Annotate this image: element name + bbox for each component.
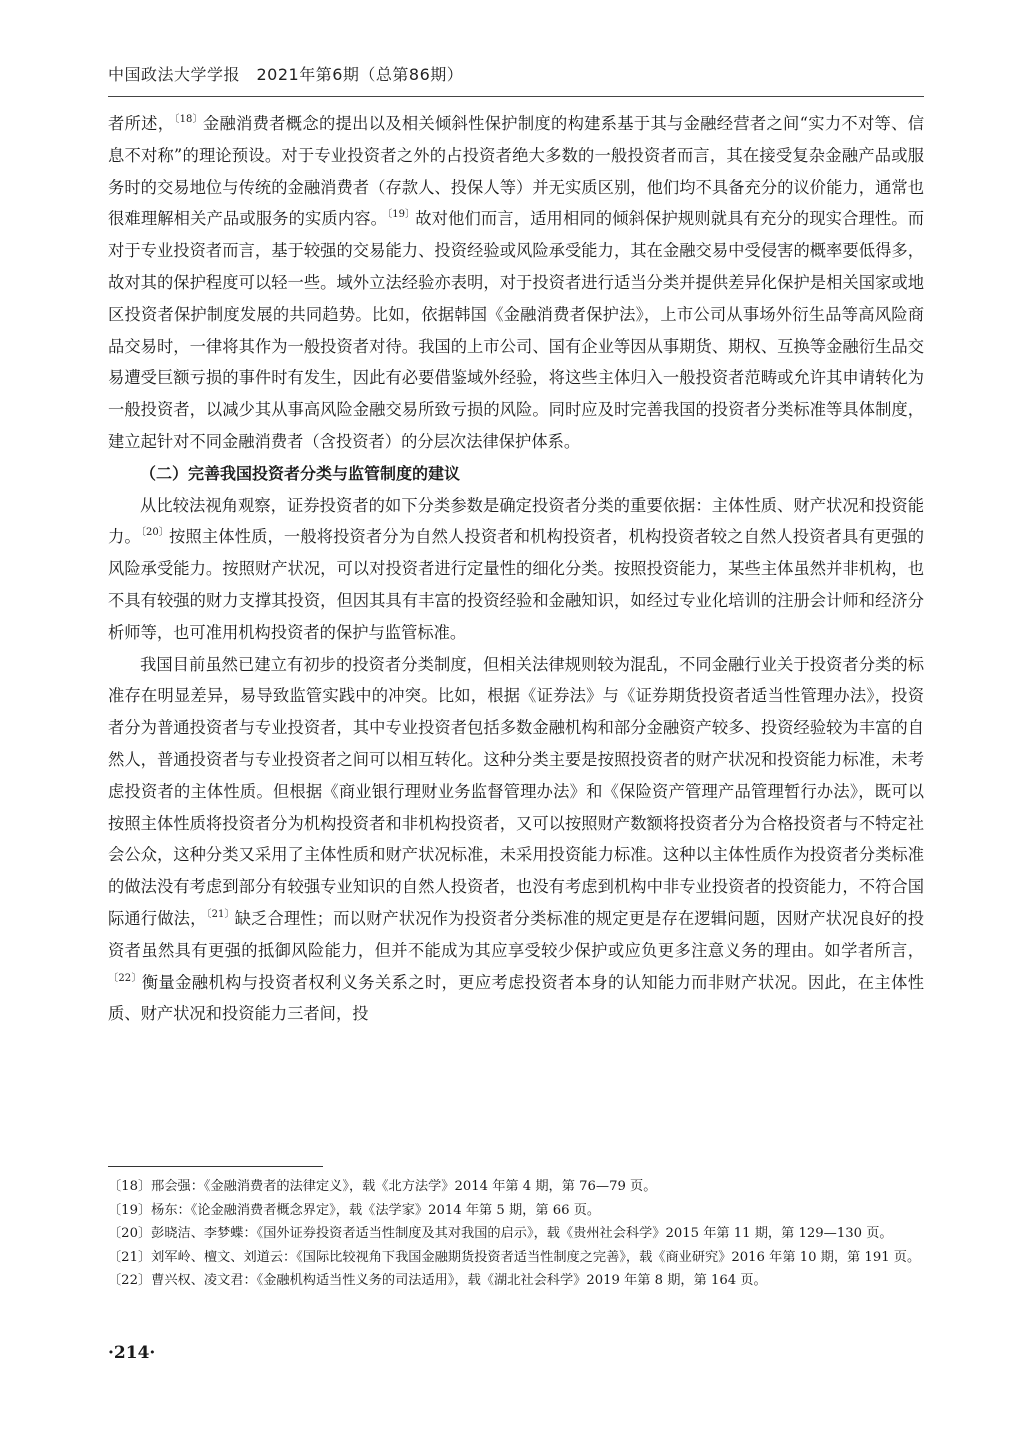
paragraph-2: [108, 490, 924, 649]
paragraph-text: 者所述，: [108, 114, 175, 133]
paragraph-text: 按照主体性质，一般将投资者分为自然人投资者和机构投资者，机构投资者较之自然人投资者具有更强的风险承受能力。按照财产状况，可以对投资者进行定量性的细化分类。按照投资能力，某些主体虽然并非机构，也不具有较强的财力支撑其投资，但因其具有丰富的投资经验和金融知识，如经过专业化培训的注册会计师和经济分析师等，也可准用机构投资者的保护与监管标准。: [108, 527, 924, 642]
paragraph-text: 故对他们而言，适用相同的倾斜保护规则就具有充分的现实合理性。而对于专业投资者而言，基于较强的交易能力、投资经验或风险承受能力，其在金融交易中受侵害的概率要低得多，故对其的保护程度可以轻一些。域外立法经验亦表明，对于投资者进行适当分类并提供差异化保护是相关国家或地区投资者保护制度发展的共同趋势。比如，依据韩国《金融消费者保护法》，上市公司从事场外衍生品等高风险商品交易时，一律将其作为一般投资者对待。我国的上市公司、国有企业等因从事期货、期权、互换等金融衍生品交易遭受巨额亏损的事件时有发生，因此有必要借鉴域外经验，将这些主体归入一般投资者范畴或允许其申请转化为一般投资者，以减少其从事高风险金融交易所致亏损的风险。同时应及时完善我国的投资者分类标准等具体制度，建立起针对不同金融消费者（含投资者）的分层次法律保护体系。: [108, 209, 924, 451]
footnote-ref-19[interactable]: 〔19〕: [387, 209, 416, 221]
footnote-18: 〔18〕邢会强：《金融消费者的法律定义》，载《北方法学》2014 年第 4 期，第 76—79 页。: [108, 1179, 657, 1194]
section-heading: （二）完善我国投资者分类与监管制度的建议: [140, 463, 461, 483]
footnote-19: 〔19〕杨东：《论金融消费者概念界定》，载《法学家》2014 年第 5 期，第 66 页。: [108, 1202, 601, 1218]
footnote-20: 〔20〕彭晓洁、李梦蝶：《国外证券投资者适当性制度及其对我国的启示》，载《贵州社会科学》2015 年第 11 期，第 129—130 页。: [108, 1226, 893, 1241]
footnotes: [108, 1175, 924, 1293]
footnote-ref-20[interactable]: 〔20〕: [140, 527, 169, 539]
body-text: [108, 108, 924, 1030]
paragraph-text: 从比较法视角观察，证券投资者的如下分类参数是确定投资者分类的重要依据：主体性质、财产状况和投资能力。: [108, 495, 924, 547]
page-number: ·214·: [108, 1343, 156, 1363]
paragraph-text: 衡量金融机构与投资者权利义务关系之时，更应考虑投资者本身的认知能力而非财产状况。因此，在主体性质、财产状况和投资能力三者间，投: [108, 972, 924, 1024]
footnote-ref-21[interactable]: 〔21〕: [206, 908, 235, 920]
footnote-rule: [108, 1166, 323, 1167]
paragraph-1: [108, 108, 924, 458]
paragraph-text: 缺乏合理性；而以财产状况作为投资者分类标准的规定更是存在逻辑问题，因财产状况良好的投资者虽然具有更强的抵御风险能力，但并不能成为其应享受较少保护或应负更多注意义务的理由。如学者所言，: [108, 908, 924, 960]
paragraph-3: [108, 649, 924, 1031]
footnote-ref-18[interactable]: 〔18〕: [174, 114, 203, 125]
paragraph-text: 我国目前虽然已建立有初步的投资者分类制度，但相关法律规则较为混乱，不同金融行业关于投资者分类的标准存在明显差异，易导致监管实践中的冲突。比如，根据《证券法》与《证券期货投资者适当性管理办法》，投资者分为普通投资者与专业投资者，其中专业投资者包括多数金融机构和部分金融资产较多、投资经验较为丰富的自然人，普通投资者与专业投资者之间可以相互转化。这种分类主要是按照投资者的财产状况和投资能力标准，未考虑投资者的主体性质。但根据《商业银行理财业务监督管理办法》和《保险资产管理产品管理暂行办法》，既可以按照主体性质将投资者分为机构投资者和非机构投资者，又可以按照财产数额将投资者分为合格投资者与不特定社会公众，这种分类又采用了主体性质和财产状况标准，未采用投资能力标准。这种以主体性质作为投资者分类标准的做法没有考虑到部分有较强专业知识的自然人投资者，也没有考虑到机构中非专业投资者的投资能力，不符合国际通行做法，: [108, 654, 924, 928]
footnote-22: 〔22〕曹兴权、凌文君：《金融机构适当性义务的司法适用》，载《湖北社会科学》2019 年第 8 期，第 164 页。: [108, 1273, 767, 1288]
footnote-ref-22[interactable]: 〔22〕: [108, 972, 142, 984]
header-rule: [108, 96, 924, 97]
paragraph-text: 金融消费者概念的提出以及相关倾斜性保护制度的构建系基于其与金融经营者之间“实力不对等、信息不对称”的理论预设。对于专业投资者之外的占投资者绝大多数的一般投资者而言，其在接受复杂金融产品或服务时的交易地位与传统的金融消费者（存款人、投保人等）并无实质区别，他们均不具备充分的议价能力，通常也很难理解相关产品或服务的实质内容。: [108, 114, 924, 229]
running-header: 中国政法大学学报 2021年第6期（总第86期）: [108, 65, 464, 84]
footnote-21: 〔21〕刘军岭、檀文、刘道云：《国际比较视角下我国金融期货投资者适当性制度之完善》，载《商业研究》2016 年第 10 期，第 191 页。: [108, 1249, 921, 1265]
